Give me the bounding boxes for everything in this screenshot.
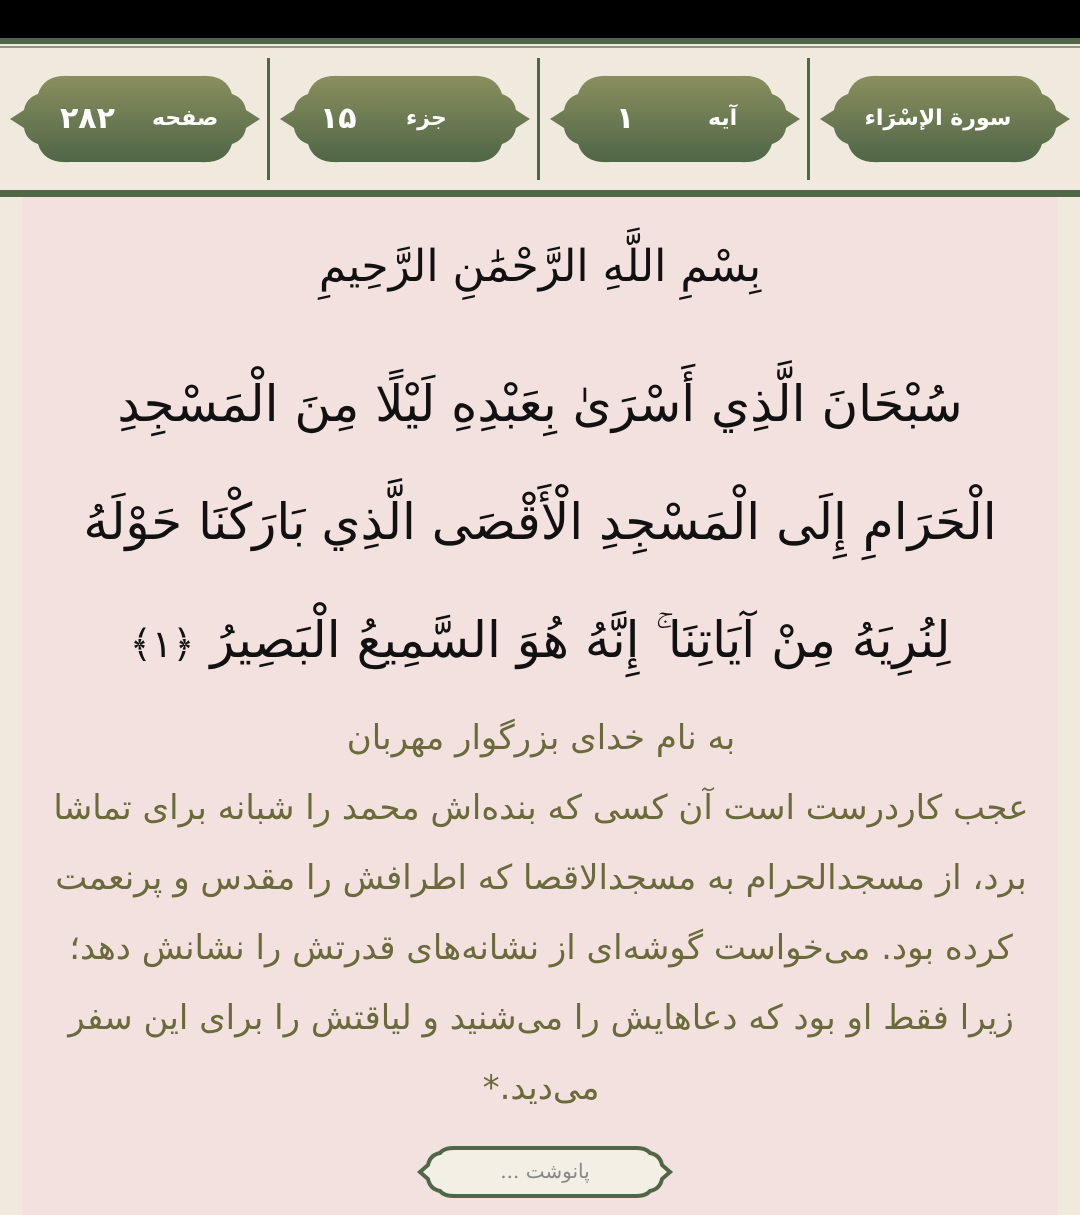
header-bottom-rule — [0, 190, 1080, 197]
footnote-label: پانوشت ... — [500, 1159, 590, 1183]
ayah-label: آیه — [708, 106, 738, 131]
verse-content — [22, 197, 1058, 1215]
juz-value: ۱۵ — [320, 101, 357, 136]
surah-name: سورة الإسْرَاء — [864, 106, 1012, 131]
juz-label: جزء — [406, 106, 447, 131]
header-divider — [807, 58, 810, 180]
header-top-rule — [0, 38, 1080, 44]
header-divider — [537, 58, 540, 180]
ayah-badge[interactable] — [550, 74, 800, 164]
page-number-badge[interactable] — [10, 74, 260, 164]
ayah-value: ۱ — [616, 101, 635, 136]
badge-shape — [10, 74, 260, 164]
status-bar — [0, 0, 1080, 38]
translation-basmala: به نام خدای بزرگوار مهربان — [346, 718, 736, 758]
basmala: بِسْمِ اللَّهِ الرَّحْمَٰنِ الرَّحِيمِ — [318, 241, 762, 292]
page-number-value: ۲۸۲ — [60, 101, 115, 136]
verse-arabic-text: سُبْحَانَ الَّذِي أَسْرَىٰ بِعَبْدِهِ لَيْلًا مِنَ الْمَسْجِدِ الْحَرَامِ إِلَى الْمَسْجِدِ الْأَقْصَى الَّذِي بَارَكْنَا حَوْلَهُ لِنُرِيَهُ مِنْ آيَاتِنَا ۚ إِنَّهُ هُوَ السَّمِيعُ الْبَصِيرُ — [83, 375, 997, 669]
ayah-number-mark: ﴿١﴾ — [129, 622, 195, 666]
page-number-label: صفحه — [152, 106, 219, 131]
translation — [46, 703, 1036, 1123]
badge-shape — [280, 74, 530, 164]
surah-badge[interactable] — [820, 74, 1070, 164]
translation-text: عجب کاردرست است آن کسی که بنده‌اش محمد را شبانه برای تماشا برد، از مسجدالحرام به مسجدالاقصا که اطرافش را مقدس و پرنعمت کرده بود. می‌خواست گوشه‌ای از نشانه‌های قدرتش را نشانش دهد؛ زیرا فقط او بود که دعاهایش را می‌شنید و لیاقتش را برای این سفر می‌دید.* — [53, 788, 1029, 1108]
badge-shape — [550, 74, 800, 164]
info-header — [0, 48, 1080, 190]
header-divider — [267, 58, 270, 180]
juz-badge[interactable] — [280, 74, 530, 164]
verse-text — [55, 345, 1025, 703]
footnote-button[interactable] — [414, 1145, 676, 1199]
